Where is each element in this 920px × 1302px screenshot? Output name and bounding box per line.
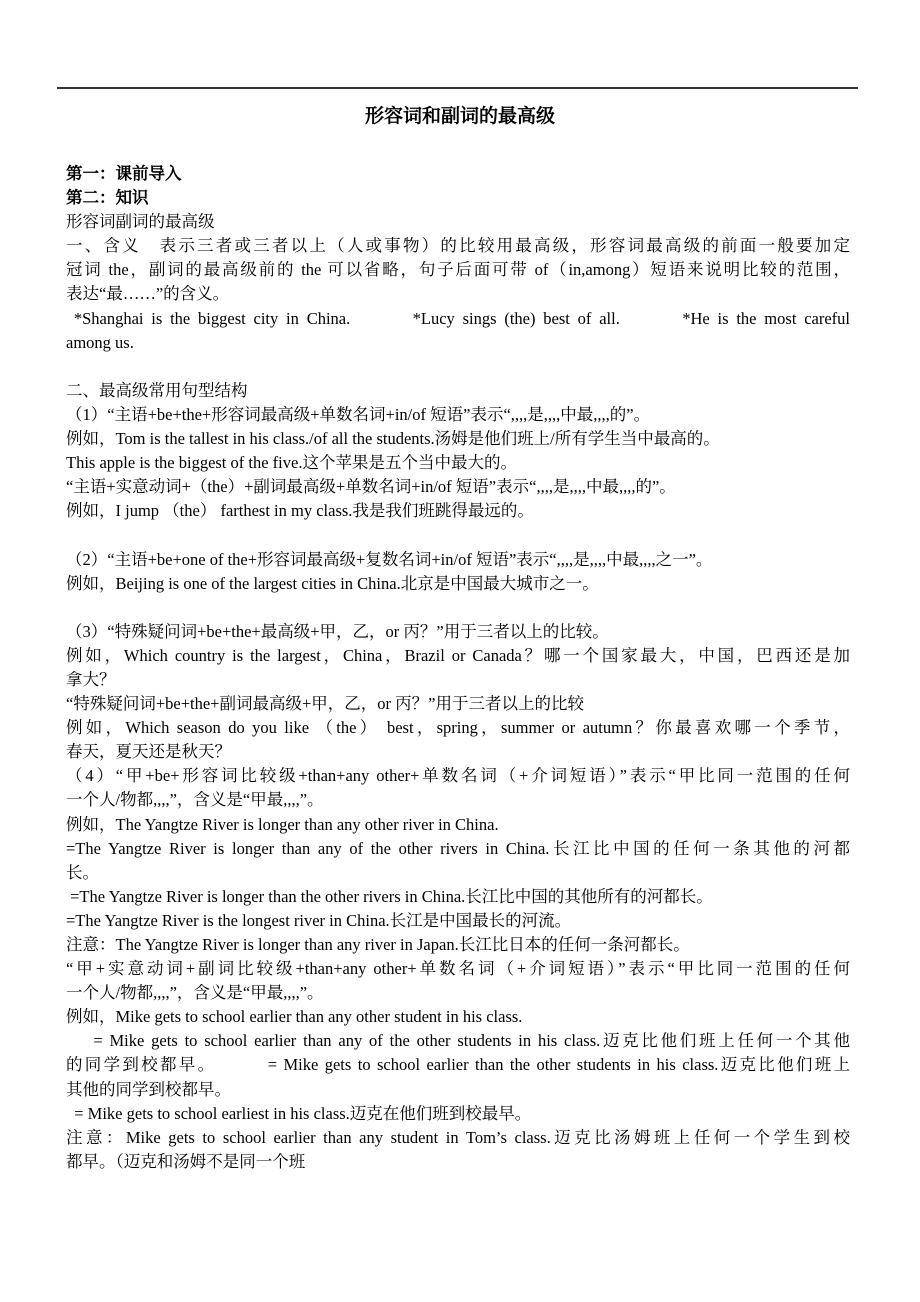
text-line: 其他的同学到校都早。: [66, 1079, 231, 1099]
text-line: 冠词 the，副词的最高级前的 the 可以省略，句子后面可带 of（in,among）短语来说明比较的范围，: [66, 260, 850, 280]
text-line: 一个人/物都,,,,”，含义是“甲最,,,,”。: [66, 790, 324, 810]
text-line: *Shanghai is the biggest city in China. *Lucy sings (the) best of all. *He is the most careful: [66, 308, 850, 328]
text-line: = Mike gets to school earlier than any of the other students in his class.迈克比他们班上任何一个其他: [66, 1031, 850, 1051]
text-line: 一个人/物都,,,,”，含义是“甲最,,,,”。: [66, 983, 324, 1003]
text-line: “甲+实意动词+副词比较级+than+any other+单数名词（+介词短语）”表示“甲比同一范围的任何: [66, 959, 850, 979]
text-line: =The Yangtze River is the longest river in China.长江是中国最长的河流。: [66, 910, 572, 930]
text-line: （3）“特殊疑问词+be+the+最高级+甲，乙，or 丙？”用于三者以上的比较。: [66, 621, 609, 641]
text-line: （4）“甲+be+形容词比较级+than+any other+单数名词（+介词短语）”表示“甲比同一范围的任何: [66, 766, 850, 786]
text-line: 春天，夏天还是秋天？: [66, 742, 231, 762]
text-line: = Mike gets to school earliest in his class.迈克在他们班到校最早。: [66, 1103, 532, 1123]
text-line: 二、最高级常用句型结构: [66, 380, 248, 400]
text-line: 例如，The Yangtze River is longer than any other river in China.: [66, 814, 499, 834]
text-line: 的同学到校都早。 = Mike gets to school earlier than the other students in his class.迈克比他们班上: [66, 1055, 850, 1075]
text-line: 一、含义 表示三者或三者以上（人或事物）的比较用最高级，形容词最高级的前面一般要加定: [66, 236, 850, 256]
text-line: 例如，Tom is the tallest in his class./of all the students.汤姆是他们班上/所有学生当中最高的。: [66, 429, 720, 449]
text-line: This apple is the biggest of the five.这个苹果是五个当中最大的。: [66, 453, 517, 473]
text-line: 长。: [66, 862, 99, 882]
text-line: 例如，Which country is the largest，China，Brazil or Canada？哪一个国家最大，中国，巴西还是加: [66, 645, 850, 665]
text-line: 例如，Which season do you like （the） best，spring，summer or autumn？你最喜欢哪一个季节，: [66, 718, 850, 738]
text-line: （1）“主语+be+the+形容词最高级+单数名词+in/of 短语”表示“,,,,是,,,,中最,,,,的”。: [66, 404, 651, 424]
text-line: 例如，Beijing is one of the largest cities in China.北京是中国最大城市之一。: [66, 573, 599, 593]
blank-line: [66, 596, 850, 620]
text-line: “主语+实意动词+（the）+副词最高级+单数名词+in/of 短语”表示“,,,,是,,,,中最,,,,的”。: [66, 477, 676, 497]
page-title: 形容词和副词的最高级: [364, 106, 555, 127]
text-line: 注意：Mike gets to school earlier than any student in Tom’s class.迈克比汤姆班上任何一个学生到校: [66, 1127, 850, 1147]
document-body: [66, 162, 850, 1174]
text-line: （2）“主语+be+one of the+形容词最高级+复数名词+in/of 短语”表示“,,,,是,,,,中最,,,,之一”。: [66, 549, 713, 569]
text-line: =The Yangtze River is longer than any of the other rivers in China.长江比中国的任何一条其他的河都: [66, 838, 850, 858]
section-heading: 第一：课前导入: [66, 164, 182, 183]
header-rule: [57, 87, 858, 89]
text-line: “特殊疑问词+be+the+副词最高级+甲，乙，or 丙？”用于三者以上的比较: [66, 694, 584, 714]
text-line: among us.: [66, 332, 134, 352]
text-line: =The Yangtze River is longer than the other rivers in China.长江比中国的其他所有的河都长。: [66, 886, 713, 906]
text-line: 注意：The Yangtze River is longer than any river in Japan.长江比日本的任何一条河都长。: [66, 935, 690, 954]
section-heading: 第二：知识: [66, 188, 149, 208]
blank-line: [66, 523, 850, 547]
blank-line: [66, 355, 850, 379]
text-line: 都早。（迈克和汤姆不是同一个班: [66, 1151, 306, 1171]
text-line: 形容词副词的最高级: [66, 212, 215, 232]
text-line: 拿大？: [66, 669, 116, 689]
text-line: 表达“最……”的含义。: [66, 284, 230, 304]
text-line: 例如，I jump （the） farthest in my class.我是我们班跳得最远的。: [66, 501, 534, 521]
text-line: 例如，Mike gets to school earlier than any other student in his class.: [66, 1007, 523, 1027]
